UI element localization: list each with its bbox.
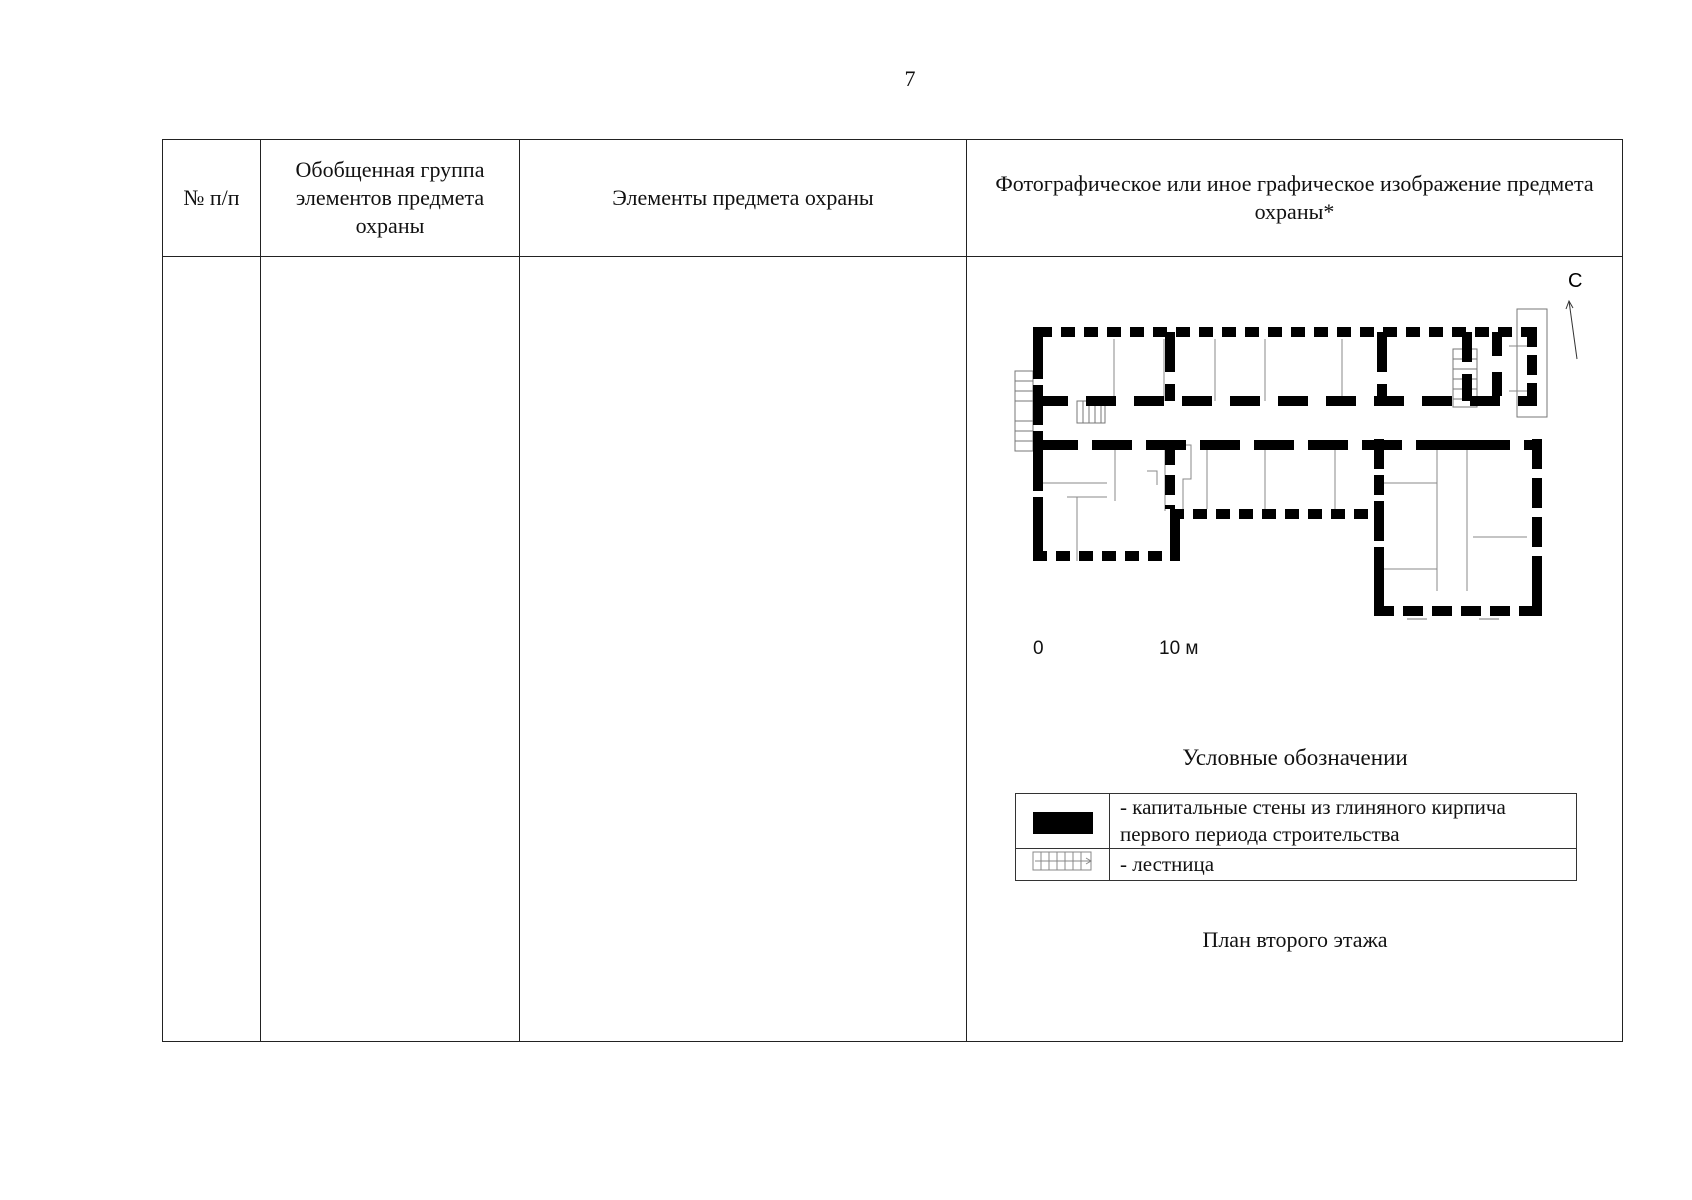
legend-table	[1015, 793, 1577, 881]
header-number: № п/п	[163, 140, 261, 257]
page-number: 7	[904, 66, 916, 91]
scale-end-label: 10 м	[1159, 638, 1199, 659]
header-group: Обобщенная группа элементов предмета охраны	[261, 140, 520, 257]
legend-symbol-cell	[1016, 849, 1110, 881]
stair-hatch-icon	[1031, 849, 1095, 873]
plan-caption: План второго этажа	[1202, 927, 1388, 952]
protection-items-table	[162, 139, 1623, 1042]
capital-wall-swatch-icon	[1033, 812, 1093, 834]
legend-row	[1016, 794, 1577, 849]
cell-image	[967, 257, 1623, 1042]
cell-number	[163, 257, 261, 1042]
legend-symbol-cell	[1016, 794, 1110, 849]
legend-row	[1016, 849, 1577, 881]
header-image: Фотографическое или иное графическое изображение предмета охраны*	[967, 140, 1623, 257]
plan-capital-walls	[1033, 327, 1542, 616]
north-arrow-icon	[1566, 270, 1582, 359]
header-elements: Элементы предмета охраны	[520, 140, 967, 257]
cell-elements	[520, 257, 967, 1042]
table-header-row	[163, 140, 1623, 257]
svg-text:С: С	[1568, 270, 1583, 292]
legend-title: Условные обозначении	[1182, 745, 1408, 770]
legend-text: - лестница	[1110, 849, 1577, 881]
legend-text: - капитальные стены из глиняного кирпича первого периода строительства	[1110, 794, 1577, 849]
floor-plan-drawing	[997, 261, 1597, 641]
table-row	[163, 257, 1623, 1042]
image-area	[967, 257, 1622, 1041]
cell-group	[261, 257, 520, 1042]
scale-start-label: 0	[1033, 638, 1044, 659]
